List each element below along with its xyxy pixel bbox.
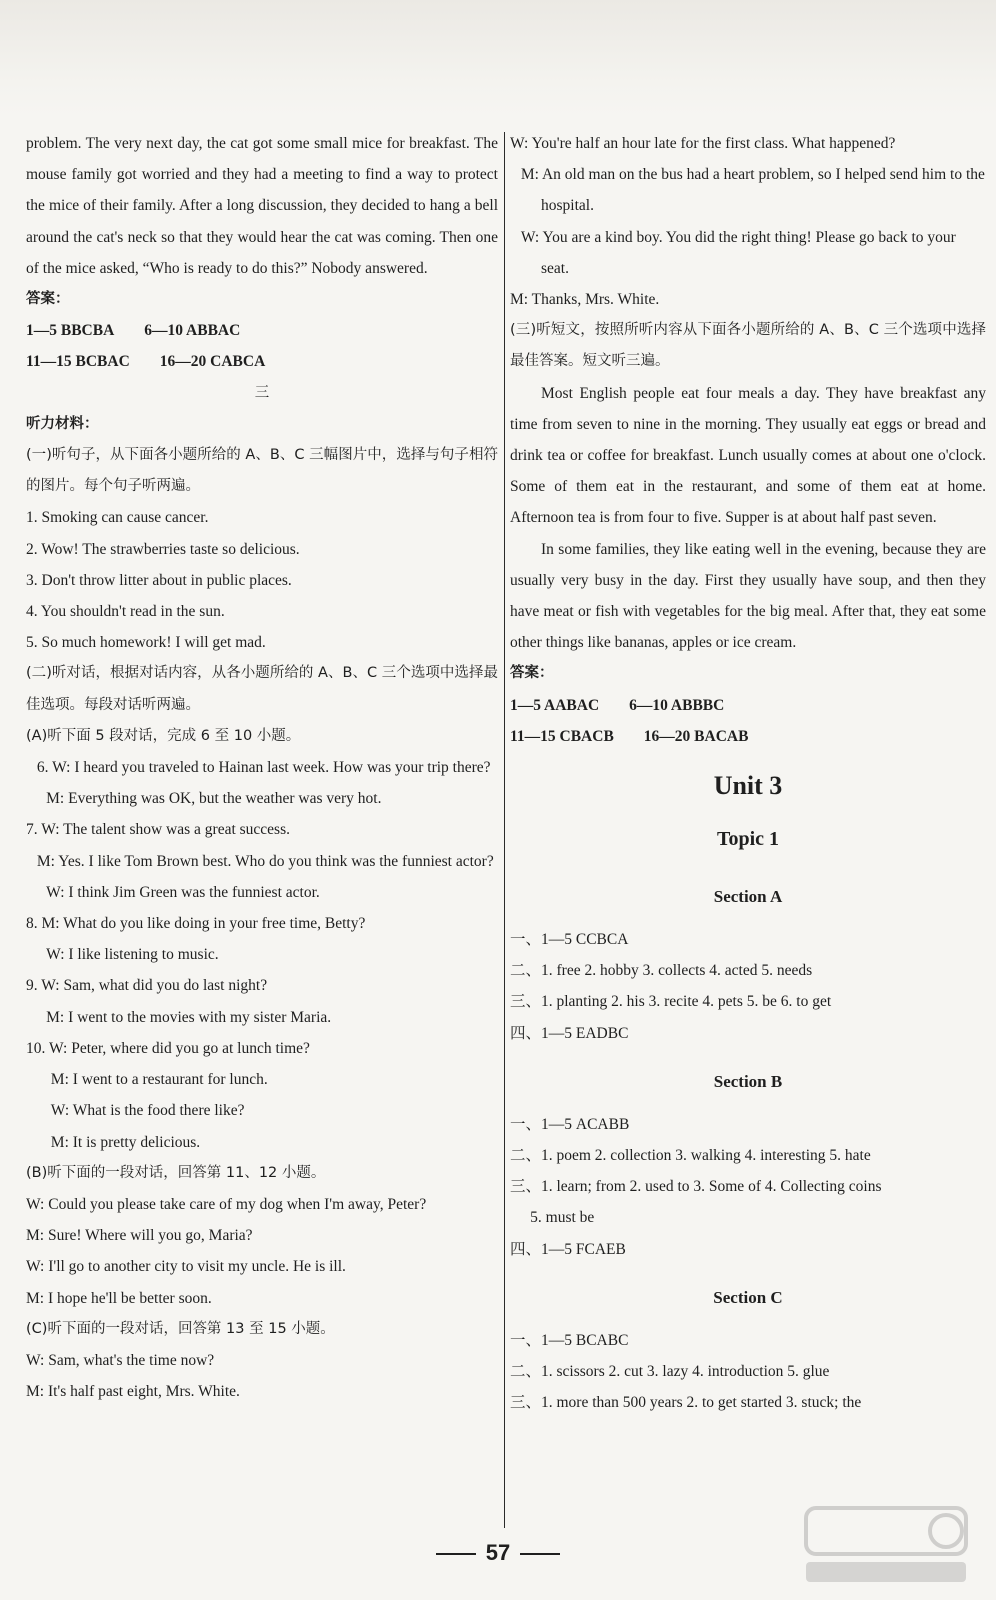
dialogue-line: M: I went to a restaurant for lunch. [50,1071,268,1089]
answer-line: 四、1—5 EADBC [510,1024,629,1042]
answer-row: 11—15 BCBAC 16—20 CABCA [26,353,266,371]
dialogue-line: M: Everything was OK, but the weather was very hot. [46,790,382,808]
dialogue-line: W: You are a kind boy. You did the right thing! Please go back to your seat. [520,228,956,277]
answer-row: 1—5 AABAC 6—10 ABBBC [510,696,725,714]
dialogue-line: W: You're half an hour late for the first class. What happened? [510,135,896,152]
dialogue-line: M: Sure! Where will you go, Maria? [26,1227,253,1245]
answer-line: 三、1. more than 500 years 2. to get started 3. stuck; the [510,1394,862,1412]
dialogue-line: 9. W: Sam, what did you do last night? [26,977,268,995]
passage-paragraph: Most English people eat four meals a day. They have breakfast any time from seven to nine in the morning. They usually eat eggs or bread and drink tea or coffee for breakfast. Lunch usually comes at about one o'clock. Some of them eat in the restaurant, and some of them eat at home. Afternoon tea is from four to five. Supper is at about half past seven. [510,384,986,527]
answer-line: 二、1. free 2. hobby 3. collects 4. acted 5. needs [510,962,813,980]
dialogue-line: 7. W: The talent show was a great success. [26,821,290,839]
dialogue-line: M: It's half past eight, Mrs. White. [26,1383,240,1401]
topic-heading: Topic 1 [716,828,780,851]
sentence-item: 1. Smoking can cause cancer. [26,509,209,527]
dialogue-line: W: What is the food there like? [50,1102,245,1120]
instruction: (二)听对话，根据对话内容，从各小题所给的 A、B、C 三个选项中选择最佳选项。每段对话听两遍。 [26,665,498,713]
answer-line: 三、1. planting 2. his 3. recite 4. pets 5. be 6. to get [510,993,832,1011]
instruction: (B)听下面的一段对话，回答第 11、12 小题。 [26,1164,326,1181]
answer-line: 四、1—5 FCAEB [510,1240,626,1258]
dialogue-line: M: Thanks, Mrs. White. [510,291,660,309]
dialogue-line: W: Could you please take care of my dog when I'm away, Peter? [26,1195,427,1213]
passage-paragraph: In some families, they like eating well in the evening, because they are usually very busy in the day. First they usually have soup, and then they have meat or fish with vegetables for the big meal. After that, they eat some other things like bananas, apples or ice cream. [510,540,986,652]
watermark-logo [796,1500,976,1590]
instruction: (三)听短文，按照所听内容从下面各小题所给的 A、B、C 三个选项中选择最佳答案。短文听三遍。 [510,322,986,370]
answer-line: 一、1—5 BCABC [510,1331,629,1349]
dialogue-line: W: Sam, what's the time now? [26,1351,215,1369]
sentence-item: 2. Wow! The strawberries taste so delicious. [26,540,300,558]
column-divider [504,132,505,1528]
page-number-text: 57 [485,1540,511,1565]
dialogue-line: 10. W: Peter, where did you go at lunch time? [26,1039,310,1057]
section-heading: Section B [713,1071,783,1091]
sentence-item: 4. You shouldn't read in the sun. [26,603,225,621]
sentence-item: 3. Don't throw litter about in public places. [26,571,292,589]
dialogue-line: 8. M: What do you like doing in your free time, Betty? [26,915,366,933]
answer-line: 三、1. learn; from 2. used to 3. Some of 4. Collecting coins [510,1178,882,1196]
instruction: (C)听下面的一段对话，回答第 13 至 15 小题。 [26,1320,335,1337]
dialogue-line: W: I'll go to another city to visit my uncle. He is ill. [26,1258,346,1276]
page-number-dash-left [436,1553,476,1555]
answer-line: 二、1. poem 2. collection 3. walking 4. interesting 5. hate [510,1147,871,1165]
dialogue-line: M: Yes. I like Tom Brown best. Who do you think was the funniest actor? [36,852,494,870]
story-text: problem. The very next day, the cat got some small mice for breakfast. The mouse family got worried and they had a meeting to find a way to protect the mice of their family. After a long discussion, they decided to hang a bell around the cat's neck so that they would hear the cat was coming. Then one of the mice asked, “Who is ready to do this?” Nobody answered. [26,135,498,277]
section-heading: Section C [713,1287,783,1307]
answer-line: 5. must be [530,1209,595,1227]
answer-row: 1—5 BBCBA 6—10 ABBAC [26,322,241,340]
dialogue-line: M: An old man on the bus had a heart problem, so I helped send him to the hospital. [520,166,985,215]
instruction: (A)听下面 5 段对话，完成 6 至 10 小题。 [26,727,301,744]
right-column [510,128,986,1419]
dialogue-line: W: I think Jim Green was the funniest actor. [46,883,320,901]
answer-line: 一、1—5 CCBCA [510,931,629,949]
answer-line: 一、1—5 ACABB [510,1115,630,1133]
listening-label: 听力材料： [26,415,99,432]
answer-row: 11—15 CBACB 16—20 BACAB [510,727,749,745]
dialogue-line: M: I went to the movies with my sister Maria. [46,1008,332,1026]
dialogue-line: M: It is pretty delicious. [50,1133,201,1151]
left-column [26,128,498,1407]
part-title: 三 [254,384,270,401]
answers-label: 答案： [510,665,554,682]
answers-label: 答案： [26,291,70,308]
page-number-dash-right [520,1553,560,1555]
unit-heading: Unit 3 [713,771,783,801]
dialogue-line: 6. W: I heard you traveled to Hainan last week. How was your trip there? [36,759,491,777]
sentence-item: 5. So much homework! I will get mad. [26,634,266,652]
page-header-band [0,0,996,118]
section-heading: Section A [713,887,783,907]
instruction: (一)听句子，从下面各小题所给的 A、B、C 三幅图片中，选择与句子相符的图片。每个句子听两遍。 [26,447,498,495]
dialogue-line: W: I like listening to music. [46,946,219,964]
answer-line: 二、1. scissors 2. cut 3. lazy 4. introduction 5. glue [510,1363,830,1381]
dialogue-line: M: I hope he'll be better soon. [26,1289,212,1307]
